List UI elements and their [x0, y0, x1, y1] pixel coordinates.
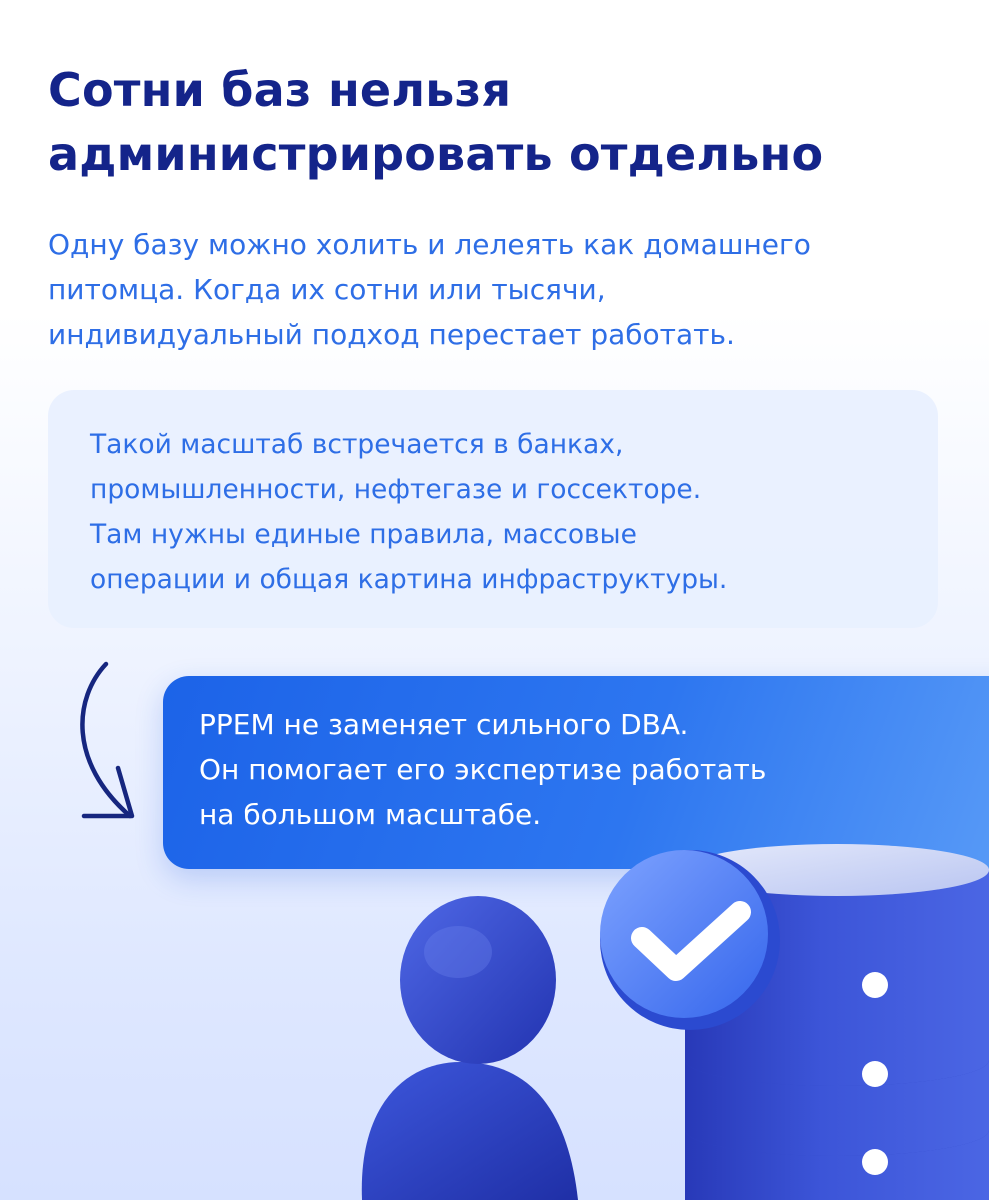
db-indicator-3: [862, 1149, 888, 1175]
db-indicator-1: [862, 972, 888, 998]
highlight-card-text: [199, 702, 959, 837]
info-card: [48, 390, 938, 628]
page-title: [48, 58, 823, 186]
db-indicator-2: [862, 1061, 888, 1087]
info-line-2: промышленности, нефтегазе и госсекторе.: [90, 474, 702, 505]
illustration: [300, 840, 989, 1200]
title-line-2: администрировать отдельно: [48, 127, 824, 181]
curved-arrow-icon: [70, 650, 160, 840]
person-icon: [362, 896, 578, 1200]
info-line-1: Такой масштаб встречается в банках,: [90, 429, 624, 460]
intro-line-2: питомца. Когда их сотни или тысячи,: [48, 273, 606, 306]
info-card-text: [90, 422, 920, 602]
highlight-line-1: PPEM не заменяет сильного DBA.: [199, 708, 689, 741]
highlight-line-3: на большом масштабе.: [199, 798, 542, 831]
highlight-line-2: Он помогает его экспертизе работать: [199, 753, 767, 786]
info-line-4: операции и общая картина инфраструктуры.: [90, 564, 728, 595]
intro-text: [48, 222, 928, 357]
info-line-3: Там нужны единые правила, массовые: [90, 519, 637, 550]
checkmark-badge-icon: [600, 850, 780, 1030]
intro-line-3: индивидуальный подход перестает работать.: [48, 318, 735, 351]
intro-line-1: Одну базу можно холить и лелеять как домашнего: [48, 228, 811, 261]
title-line-1: Сотни баз нельзя: [48, 63, 512, 117]
